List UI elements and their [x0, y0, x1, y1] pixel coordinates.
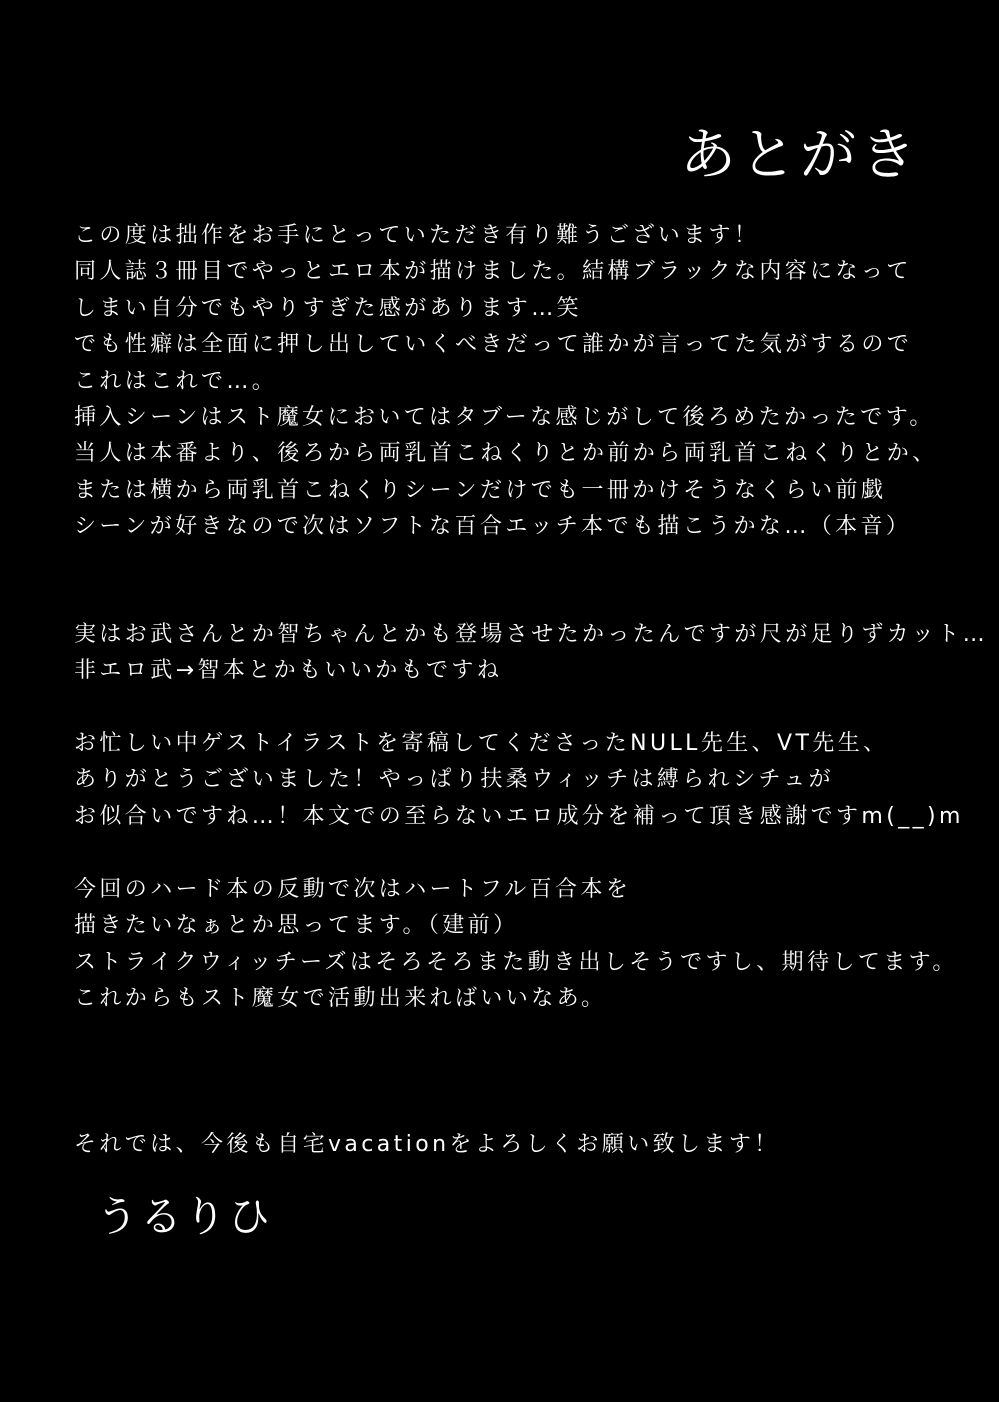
- text-line: 今回のハード本の反動で次はハートフル百合本を: [74, 877, 632, 902]
- text-line: これからもスト魔女で活動出来ればいいなあ。: [74, 986, 607, 1012]
- text-line: ストライクウィッチーズはそろそろまた動き出しそうですし、期待してます。: [74, 949, 958, 975]
- text-line: それでは、今後も自宅vacationをよろしくお願い致します！: [74, 1132, 780, 1157]
- text-line: これはこれで…。: [74, 368, 278, 394]
- text-line: でも性癖は全面に押し出していくべきだって誰かが言ってた気がするので: [74, 332, 913, 358]
- text-line: 描きたいなぁとか思ってます。（建前）: [74, 913, 519, 939]
- paragraph-closing: [74, 1127, 780, 1163]
- text-line: 同人誌３冊目でやっとエロ本が描けました。結構ブラックな内容になって: [74, 259, 912, 285]
- text-line: または横から両乳首こねくりシーンだけでも一冊かけそうなくらい前戯: [74, 477, 887, 503]
- paragraph-guests: [74, 726, 964, 835]
- text-line: しまい自分でもやりすぎた感があります…笑: [74, 295, 583, 321]
- text-line: シーンが好きなので次はソフトな百合エッチ本でも描こうかな…（本音）: [74, 514, 912, 540]
- text-line: 当人は本番より、後ろから両乳首こねくりとか前から両乳首こねくりとか、: [74, 441, 938, 467]
- author-signature: うるりひ: [96, 1192, 273, 1241]
- text-line: 挿入シーンはスト魔女においてはタブーな感じがして後ろめたかったです。: [74, 404, 935, 430]
- text-line: ありがとうございました！やっぱり扶桑ウィッチは縛られシチュが: [74, 767, 835, 793]
- paragraph-thanks: [74, 218, 938, 546]
- text-line: お似合いですね…！本文での至らないエロ成分を補って頂き感謝ですm(__)m: [74, 803, 964, 829]
- text-line: 実はお武さんとか智ちゃんとかも登場させたかったんですが尺が足りずカット…: [74, 622, 988, 647]
- paragraph-next-plans: [74, 872, 958, 1018]
- page-title: あとがき: [680, 123, 920, 188]
- paragraph-characters: [74, 617, 988, 690]
- text-line: お忙しい中ゲストイラストを寄稿してくださったNULL先生、VT先生、: [74, 731, 889, 756]
- text-line: 非エロ武→智本とかもいいかもですね: [74, 658, 503, 684]
- text-line: この度は拙作をお手にとっていただき有り難うございます！: [74, 223, 760, 248]
